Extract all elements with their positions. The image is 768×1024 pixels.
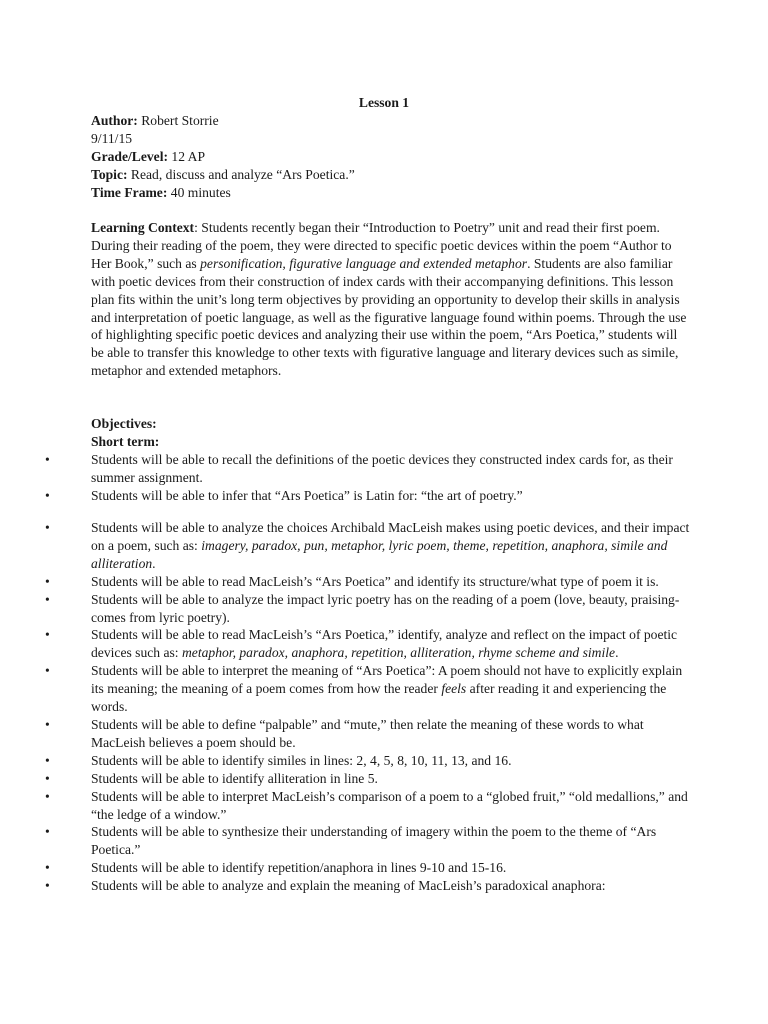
author-line bbox=[91, 112, 691, 130]
grade-line bbox=[91, 148, 691, 166]
objective-italic: metaphor, paradox, anaphora, repetition, alliteration, rhyme scheme and simile bbox=[181, 645, 616, 661]
objective-text: Students will be able to analyze the choices Archibald MacLeish makes using poetic devices, and their impact on a poem, such as: bbox=[91, 520, 690, 553]
objective-item: • Students will be able to infer that “Ars Poetica” is Latin for: “the art of poetry.” bbox=[45, 487, 691, 505]
grade-value: 12 AP bbox=[168, 148, 206, 164]
grade-label: Grade/Level: bbox=[91, 148, 169, 164]
author-label: Author: bbox=[91, 113, 138, 128]
lesson-header bbox=[91, 112, 691, 202]
learning-context-text-1: : Students recently began their “Introduction to Poetry” unit and read their first poem. During their reading of the poem, they were directed to specific poetic devices within the poem “Author to Her Book,” such as bbox=[91, 220, 672, 271]
objective-item: • Students will be able to identify alliteration in line 5. bbox=[45, 770, 691, 788]
time-frame-value: 40 minutes bbox=[167, 184, 231, 200]
topic-line bbox=[91, 166, 691, 184]
objective-item bbox=[45, 519, 691, 573]
objective-item: • Students will be able to interpret MacLeish’s comparison of a poem to a “globed fruit,” “old medallions,” and “the ledge of a window.” bbox=[45, 788, 691, 824]
learning-context-label: Learning Context bbox=[91, 220, 195, 235]
objective-text: Students will be able to interpret the meaning of “Ars Poetica”: A poem should not have to explicitly explain its meaning; the meaning of a poem comes from how the reader bbox=[91, 663, 683, 697]
time-frame-label: Time Frame: bbox=[91, 184, 168, 200]
topic-label: Topic: bbox=[91, 166, 128, 182]
objective-item: • Students will be able to recall the definitions of the poetic devices they constructed index cards for, as their summer assignment. bbox=[45, 451, 691, 487]
objective-item: • Students will be able to identify repetition/anaphora in lines 9-10 and 15-16. bbox=[45, 859, 691, 877]
topic-value: Read, discuss and analyze “Ars Poetica.” bbox=[127, 166, 355, 182]
time-frame-line bbox=[91, 184, 691, 202]
short-term-heading: Short term: bbox=[91, 433, 160, 449]
objective-text-after: . bbox=[152, 555, 156, 571]
objective-item: • Students will be able to read MacLeish’s “Ars Poetica” and identify its structure/what type of poem it is. bbox=[45, 573, 691, 591]
objective-item bbox=[45, 662, 691, 716]
objective-italic: feels bbox=[441, 681, 467, 697]
objective-item: • Students will be able to identify similes in lines: 2, 4, 5, 8, 10, 11, 13, and 16. bbox=[45, 752, 691, 770]
objective-text-after: after reading it and experiencing the words. bbox=[91, 681, 667, 715]
objectives-list-2 bbox=[45, 519, 691, 895]
date-line: 9/11/15 bbox=[91, 130, 133, 146]
objective-item: • Students will be able to synthesize their understanding of imagery within the poem to the theme of “Ars Poetica.” bbox=[45, 823, 691, 859]
objective-text: Students will be able to read MacLeish’s “Ars Poetica,” identify, analyze and reflect on the impact of poetic devices such as: bbox=[91, 627, 678, 661]
objectives-heading: Objectives: bbox=[91, 416, 157, 431]
objective-item: • Students will be able to analyze and explain the meaning of MacLeish’s paradoxical anaphora: bbox=[45, 877, 691, 895]
objective-item: • Students will be able to define “palpable” and “mute,” then relate the meaning of these words to what MacLeish believes a poem should be. bbox=[45, 716, 691, 752]
learning-context-paragraph bbox=[91, 219, 691, 380]
objective-item bbox=[45, 626, 691, 662]
objective-item: • Students will be able to analyze the impact lyric poetry has on the reading of a poem (love, beauty, praising- comes from lyric poetry). bbox=[45, 591, 691, 627]
objective-italic: imagery, paradox, pun, metaphor, lyric poem, theme, repetition, anaphora, simile and alliteration bbox=[91, 537, 668, 571]
objective-text-after: . bbox=[615, 645, 619, 661]
learning-context-italic: personification, figurative language and extended metaphor bbox=[200, 255, 528, 271]
objectives-list-1 bbox=[45, 451, 691, 505]
learning-context-text-2: . Students are also familiar with poetic devices from their construction of index cards with their accompanying definitions. This lesson plan fits within the unit’s long term objectives by providing an opportunity to develop their skills in analysis and interpretation of poetic language, as well as the figurative language found within poems. Through the use of highlighting specific poetic devices and analyzing their use within the poem, “Ars Poetica,” students will be able to transfer this knowledge to other texts with figurative language and literary devices such as simile, metaphor and extended metaphors. bbox=[91, 255, 687, 379]
objectives-heading-block bbox=[91, 415, 691, 451]
lesson-title: Lesson 1 bbox=[358, 95, 410, 110]
author-value: Robert Storrie bbox=[137, 113, 219, 128]
